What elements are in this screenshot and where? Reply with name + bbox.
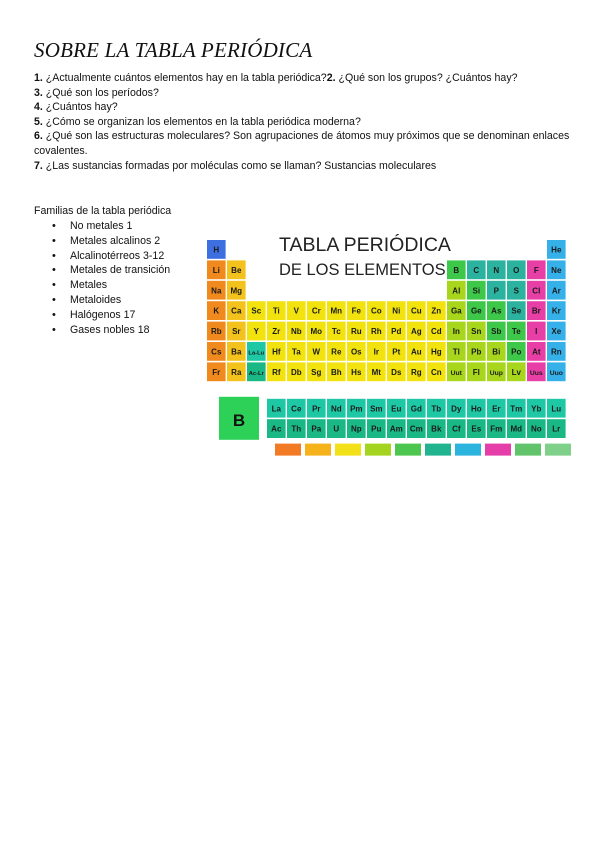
element-be-symbol: Be [231, 265, 242, 275]
question-6: 6. ¿Qué son las estructuras moleculares? Son agrupaciones de átomos muy próximos que se denominan enlaces covalentes. [34, 130, 570, 157]
element-i-symbol: I [535, 327, 538, 337]
element-w-symbol: W [312, 347, 321, 357]
element-uup-symbol: Uup [489, 369, 503, 377]
element-ne-symbol: Ne [551, 265, 562, 275]
lanthanide-dy-symbol: Dy [451, 404, 462, 414]
lanthanide-pm-symbol: Pm [350, 404, 363, 414]
element-se-symbol: Se [511, 306, 522, 316]
legend-swatch [365, 444, 391, 456]
families-heading: Familias de la tabla periódica [34, 205, 172, 217]
element-sg-symbol: Sg [311, 367, 322, 377]
actinide-np-symbol: Np [350, 424, 362, 434]
element-lv-symbol: Lv [511, 367, 521, 377]
element-uus-symbol: Uus [529, 369, 543, 377]
element-f-symbol: F [533, 265, 539, 275]
question-5: 5. ¿Cómo se organizan los elementos en la tabla periódica moderna? [34, 115, 361, 128]
element-ta-symbol: Ta [291, 347, 301, 357]
element-cn-symbol: Cn [430, 367, 442, 377]
element-ag-symbol: Ag [410, 327, 422, 337]
question-3: 3. ¿Qué son los períodos? [34, 86, 159, 99]
element-ca-symbol: Ca [231, 306, 242, 316]
element-b-symbol: B [453, 265, 460, 275]
element-ru-symbol: Ru [350, 327, 362, 337]
element-li-symbol: Li [212, 265, 220, 275]
element-nb-symbol: Nb [290, 327, 302, 337]
element-n-symbol: N [493, 265, 500, 275]
element-hg-symbol: Hg [430, 347, 442, 357]
element-db-symbol: Db [290, 367, 302, 377]
lanthanide-pr-symbol: Pr [312, 404, 321, 414]
element-sr-symbol: Sr [232, 327, 241, 337]
actinide-u-symbol: U [333, 424, 340, 434]
element-ra-symbol: Ra [231, 367, 242, 377]
lanthanide-ce-symbol: Ce [291, 404, 302, 414]
periodic-table-svg [205, 218, 577, 480]
element-mt-symbol: Mt [371, 367, 381, 377]
element-ge-symbol: Ge [470, 306, 482, 316]
lanthanide-ho-symbol: Ho [470, 404, 482, 414]
element-re-symbol: Re [331, 347, 342, 357]
element-hf-symbol: Hf [272, 347, 281, 357]
list-item: • Alcalinotérreos 3-12 [34, 249, 171, 264]
families-section [34, 205, 171, 337]
element-he-symbol: He [551, 245, 562, 255]
lanthanide-eu-symbol: Eu [391, 404, 402, 414]
element-ds-symbol: Ds [391, 367, 402, 377]
element-si-symbol: Si [472, 286, 481, 296]
question-1: 1. ¿Actualmente cuántos elementos hay en la tabla periódica?2. ¿Qué son los grupos? ¿Cuántos hay? [34, 72, 518, 84]
element-po-symbol: Po [511, 347, 522, 357]
legend-swatches [275, 444, 571, 456]
actinide-cf-symbol: Cf [452, 424, 461, 434]
element-as-symbol: As [491, 306, 502, 316]
question-list [34, 71, 579, 173]
element-tl-symbol: Tl [452, 347, 460, 357]
element-sb-symbol: Sb [491, 327, 502, 337]
element-kr-symbol: Kr [551, 306, 561, 316]
element-pt-symbol: Pt [392, 347, 401, 357]
legend-swatch [305, 444, 331, 456]
element-in-symbol: In [452, 327, 460, 337]
actinide-no-symbol: No [530, 424, 542, 434]
actinide-am-symbol: Am [389, 424, 403, 434]
element-ti-symbol: Ti [272, 306, 280, 316]
actinide-fm-symbol: Fm [490, 424, 503, 434]
list-item: • Metales alcalinos 2 [34, 234, 171, 249]
list-item: • Metales [34, 278, 171, 293]
lanthanide-la-symbol: La [271, 404, 281, 414]
lanthanide-nd-symbol: Nd [330, 404, 342, 414]
lanthanide-gd-symbol: Gd [410, 404, 422, 414]
element-cd-symbol: Cd [430, 327, 442, 337]
actinide-ac-symbol: Ac [271, 424, 282, 434]
actinide-bk-symbol: Bk [431, 424, 442, 434]
actinide-lr-symbol: Lr [552, 424, 561, 434]
page-title: SOBRE LA TABLA PERIÓDICA [34, 38, 313, 62]
element-cs-symbol: Cs [211, 347, 222, 357]
legend-swatch [335, 444, 361, 456]
lanthanide-yb-symbol: Yb [531, 404, 542, 414]
element-mg-symbol: Mg [230, 286, 243, 296]
actinide-pa-symbol: Pa [311, 424, 322, 434]
element-ga-symbol: Ga [450, 306, 462, 316]
element-at-symbol: At [532, 347, 541, 357]
periodic-table-title-2: DE LOS ELEMENTOS [279, 261, 446, 279]
element-bh-symbol: Bh [330, 367, 342, 377]
element-cu-symbol: Cu [410, 306, 422, 316]
element-uut-symbol: Uut [450, 369, 462, 377]
element-al-symbol: Al [452, 286, 461, 296]
element-rg-symbol: Rg [410, 367, 422, 377]
element-zn-symbol: Zn [431, 306, 442, 316]
element-fr-symbol: Fr [212, 367, 221, 377]
legend-swatch [455, 444, 481, 456]
element-pb-symbol: Pb [471, 347, 482, 357]
list-item: • Gases nobles 18 [34, 323, 171, 338]
legend-swatch [425, 444, 451, 456]
element-la-lu-symbol: La-Lu [248, 350, 265, 357]
element-uuo-symbol: Uuo [549, 369, 563, 377]
element-fe-symbol: Fe [351, 306, 361, 316]
element-xe-symbol: Xe [551, 327, 562, 337]
list-item: • Metales de transición [34, 263, 171, 278]
element-fl-symbol: Fl [472, 367, 480, 377]
element-rh-symbol: Rh [370, 327, 382, 337]
element-mo-symbol: Mo [310, 327, 323, 337]
legend-swatch [485, 444, 511, 456]
element-au-symbol: Au [410, 347, 422, 357]
element-y-symbol: Y [253, 327, 259, 337]
element-rn-symbol: Rn [550, 347, 562, 357]
element-bi-symbol: Bi [492, 347, 501, 357]
element-sc-symbol: Sc [251, 306, 262, 316]
element-ni-symbol: Ni [392, 306, 401, 316]
legend-swatch [545, 444, 571, 456]
element-co-symbol: Co [370, 306, 382, 316]
element-k-symbol: K [213, 306, 220, 316]
element-ir-symbol: Ir [373, 347, 379, 357]
element-tc-symbol: Tc [331, 327, 341, 337]
element-cl-symbol: Cl [532, 286, 541, 296]
element-v-symbol: V [293, 306, 299, 316]
legend-swatch [515, 444, 541, 456]
legend-sample-symbol: B [232, 410, 246, 430]
actinide-pu-symbol: Pu [371, 424, 382, 434]
element-mn-symbol: Mn [330, 306, 343, 316]
element-rf-symbol: Rf [272, 367, 281, 377]
legend-swatch [395, 444, 421, 456]
element-p-symbol: P [493, 286, 499, 296]
periodic-table-title-1: TABLA PERIÓDICA [279, 234, 451, 256]
lanthanide-tb-symbol: Tb [431, 404, 442, 414]
actinide-es-symbol: Es [471, 424, 482, 434]
element-hs-symbol: Hs [351, 367, 362, 377]
element-na-symbol: Na [211, 286, 222, 296]
actinide-th-symbol: Th [291, 424, 302, 434]
actinide-cm-symbol: Cm [409, 424, 423, 434]
lanthanide-tm-symbol: Tm [510, 404, 523, 414]
element-ba-symbol: Ba [231, 347, 242, 357]
lanthanide-er-symbol: Er [492, 404, 501, 414]
element-rb-symbol: Rb [210, 327, 222, 337]
element-pd-symbol: Pd [391, 327, 402, 337]
element-c-symbol: C [473, 265, 480, 275]
list-item: • No metales 1 [34, 219, 171, 234]
element-br-symbol: Br [531, 306, 541, 316]
list-item: • Halógenos 17 [34, 308, 171, 323]
periodic-table-image [205, 218, 577, 480]
element-o-symbol: O [513, 265, 520, 275]
question-4: 4. ¿Cuántos hay? [34, 101, 118, 114]
actinide-md-symbol: Md [510, 424, 523, 434]
element-h-symbol: H [213, 245, 220, 255]
element-cr-symbol: Cr [311, 306, 321, 316]
lanthanide-lu-symbol: Lu [551, 404, 562, 414]
question-7: 7. ¿Las sustancias formadas por moléculas como se llaman? Sustancias moleculares [34, 159, 437, 172]
element-sn-symbol: Sn [471, 327, 482, 337]
element-s-symbol: S [513, 286, 519, 296]
element-ac-lr-symbol: Ac-Lr [248, 370, 264, 377]
legend-swatch [275, 444, 301, 456]
element-te-symbol: Te [511, 327, 521, 337]
families-list [34, 219, 171, 337]
list-item: • Metaloides [34, 293, 171, 308]
element-ar-symbol: Ar [551, 286, 561, 296]
lanthanide-sm-symbol: Sm [370, 404, 383, 414]
element-zr-symbol: Zr [272, 327, 281, 337]
element-os-symbol: Os [350, 347, 362, 357]
